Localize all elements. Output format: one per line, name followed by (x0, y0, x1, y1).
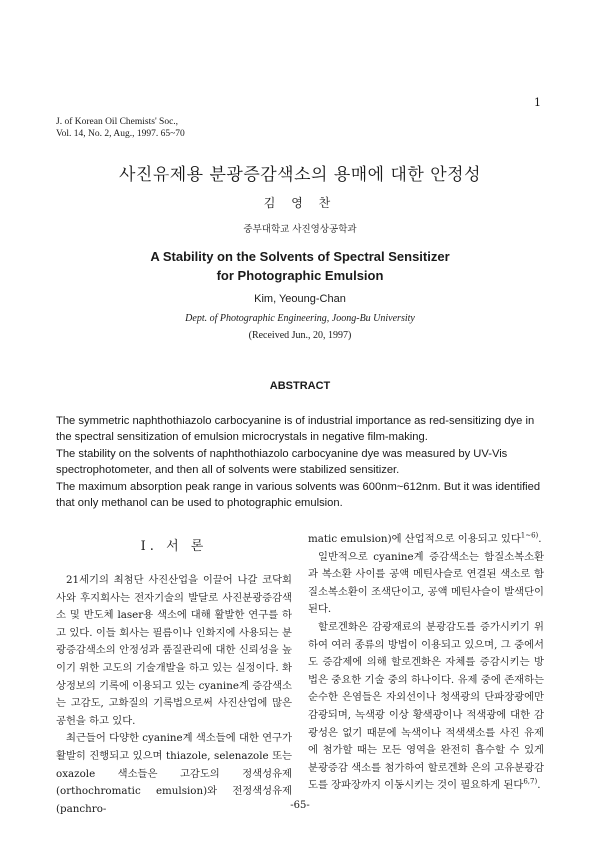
abstract-heading: ABSTRACT (269, 380, 331, 392)
author-korean: 김 영 찬 (263, 196, 337, 210)
body-paragraph: 21세기의 최첨단 사진산업을 이끌어 나갈 코닥회사와 후지회사는 전자기술의 발달로 사진분광증감색소 및 반도체 laser용 색소에 대해 활발한 연구를 하고 있다. 이들 회사는 필름이나 인화지에 사용되는 분광증감색소의 안정성과 품질관리에 대한 신뢰성을 높이기 위한 고도의 기술개발을 하고 있는 실정이다. 화상정보의 기록에 이용되고 있는 cyanine계 증감색소는 고감도, 고화질의 기록법으로써 사진산업에 많은 공헌을 하고 있다. (56, 574, 292, 727)
body-paragraph: 최근들어 다양한 cyanine계 색소들에 대한 연구가 활발히 진행되고 있으며 thiazole, selenazole 또는 oxazole 색소들은 고감도의 정색성유제(orthochromatic emulsion)와 전정색성유제(panchro- (56, 732, 292, 815)
body-text: matic emulsion)에 산업적으로 이용되고 있다 (308, 533, 521, 545)
right-column (308, 531, 544, 795)
page-number: 1 (534, 96, 541, 109)
journal-line-1: J. of Korean Oil Chemists' Soc., (56, 117, 179, 127)
abstract-paragraph: The stability on the solvents of naphthothiazolo carbocyanine dye was measured by UV-Vis spectrophotometer, and then all of solvents were stabilized sensitizer. (56, 448, 508, 476)
body-text: 할로겐화은 감광재료의 분광감도를 증가시키기 위하여 여러 종류의 방법이 이용되고 있으며, 그 중에서도 증감제에 의해 할로겐화은 자체를 증감시키는 방법은 중요한 기술 중의 하나이다. 유제 중에 존재하는 순수한 은염들은 자외선이나 청색광의 단파장광에만 감광되며, 녹색광 이상 황색광이나 적색광에 대한 감광성은 없기 때문에 녹색이나 적색색소를 사진 유제에 첨가할 때는 모든 영역을 완전히 흡수할 수 있게 분광증감 색소를 첨가하여 할로겐화 은의 고유분광감도를 장파장까지 이동시키는 것이 필요하게 된다 (308, 620, 544, 792)
citation-ref: 6,7) (523, 777, 538, 786)
section-heading: I. 서 론 (140, 539, 208, 554)
abstract-paragraph: The symmetric naphthothiazolo carbocyanine is of industrial importance as red-sensitizing dye in the spectral sensitization of emulsion microcrystals in negative film-making. (56, 415, 535, 443)
journal-line-2: Vol. 14, No. 2, Aug., 1997. 65~70 (56, 129, 185, 139)
title-english-line-1: A Stability on the Solvents of Spectral Sensitizer (150, 249, 450, 264)
title-english (0, 247, 600, 285)
body-paragraph: matic emulsion)에 산업적으로 이용되고 있다$^{1\sim 6)}$. (308, 531, 542, 545)
title-korean: 사진유제용 분광증감색소의 용매에 대한 안정성 (118, 165, 482, 185)
abstract-paragraph: The maximum absorption peak range in various solvents was 600nm~612nm. But it was identified that only methanol can be used to photographic emulsion. (56, 481, 541, 509)
page-footer: -65- (290, 800, 310, 811)
author-english: Kim, Yeoung-Chan (254, 293, 346, 305)
citation-ref: 1~6) (520, 531, 539, 540)
affiliation-korean: 중부대학교 사진영상공학과 (243, 224, 357, 235)
left-column (56, 538, 292, 818)
affiliation-english: Dept. of Photographic Engineering, Joong-Bu University (185, 313, 415, 324)
abstract-body (56, 413, 544, 512)
title-english-line-2: for Photographic Emulsion (216, 268, 384, 283)
body-paragraph: 할로겐화은 감광재료의 분광감도를 증가시키기 위하여 여러 종류의 방법이 이용되고 있으며, 그 중에서도 증감제에 의해 할로겐화은 자체를 증감시키는 방법은 중요한 기술 중의 하나이다. 유제 중에 존재하는 순수한 은염들은 자외선이나 청색광의 단파장광에만 감광되며, 녹색광 이상 황색광이나 적색광에 대한 감광성은 없기 때문에 녹색이나 적색색소를 사진 유제에 첨가할 때는 모든 영역을 완전히 흡수할 수 있게 분광증감 색소를 첨가하여 할로겐화 은의 고유분광감도를 장파장까지 이동시키는 것이 필요하게 된다$^{6,7)}$. (308, 620, 544, 792)
journal-citation (56, 116, 185, 140)
received-date: (Received Jun., 20, 1997) (248, 330, 352, 341)
body-paragraph: 일반적으로 cyanine계 증감색소는 함질소복소환과 복소환 사이를 공액 메틴사슬로 연결된 색소로 함질소복소환이 조색단이고, 공액 메틴사슬이 발색단이 된다. (308, 550, 544, 616)
